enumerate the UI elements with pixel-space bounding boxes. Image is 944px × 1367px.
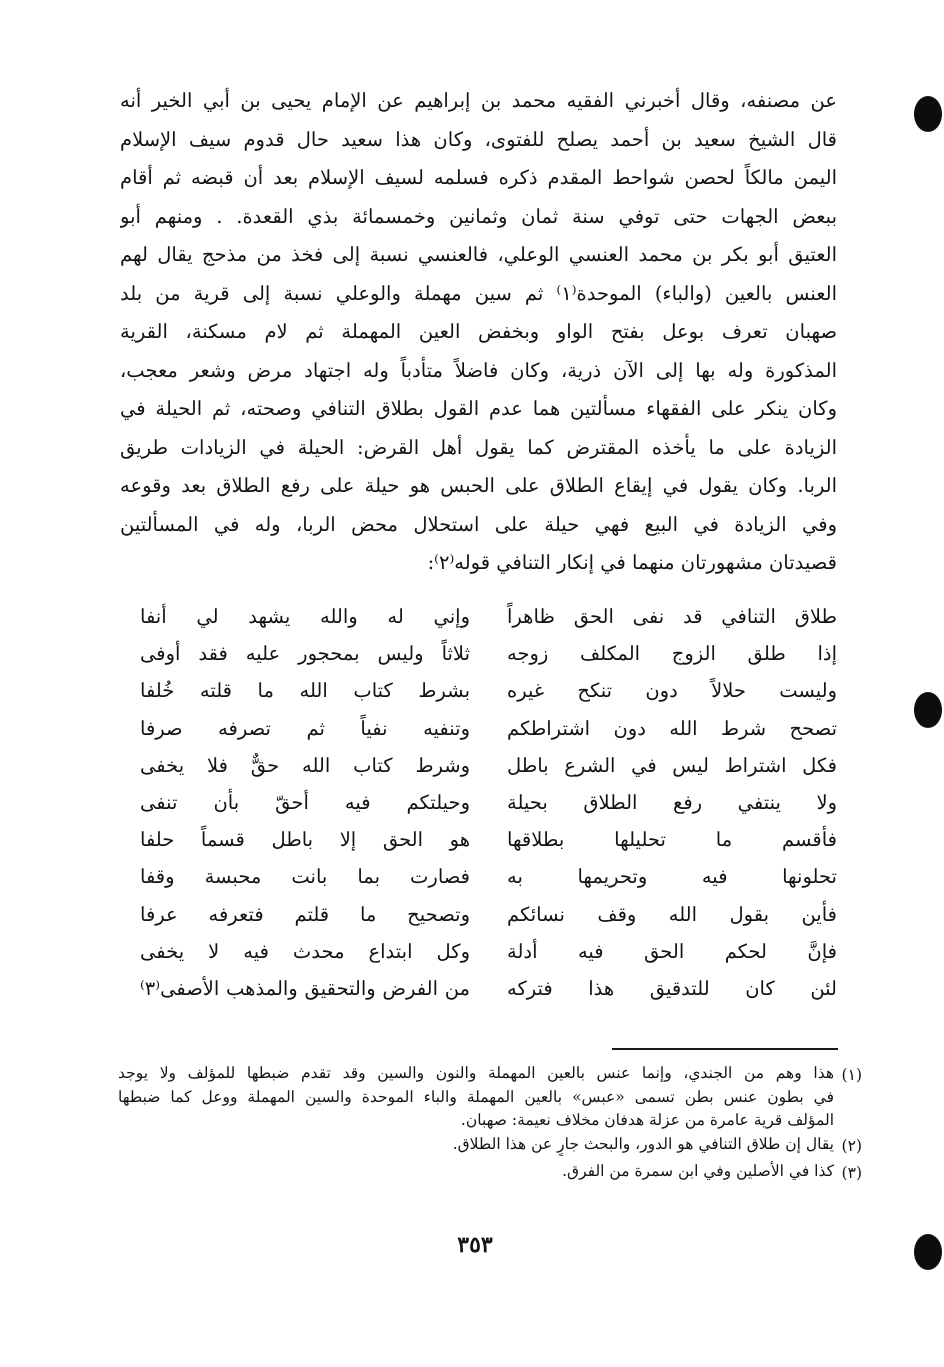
footnote-line: كذا في الأصلين وفي ابن سمرة من الفرق. <box>562 1161 834 1180</box>
body-line: وفي الزيادة في البيع فهي حيلة على استحلال محض الربا، وله في المسألتين <box>120 512 837 536</box>
verse-second-hemistich: وشرط كتاب الله حقٌّ فلا يخفى <box>140 753 470 777</box>
footnote <box>118 1133 862 1160</box>
footnote-number: (٣) <box>841 1163 862 1182</box>
page-number: ٣٥٣ <box>457 1232 493 1258</box>
poem <box>140 598 837 1007</box>
body-line: وكان ينكر على الفقهاء مسألتين هما عدم القول بطلاق التنافي وصحته، ثم الحيلة في <box>120 397 837 420</box>
binder-hole-middle <box>914 692 942 728</box>
verse-second-hemistich: وتنفيه نفياً ثم تصرفه صرفا <box>140 716 470 740</box>
poem-verse <box>140 896 837 933</box>
body-line: المذكورة وله بها إلى الآن ذرية، وكان فاضلاً متأدباً وله اجتهاد مرض وشعر معجب، <box>120 358 837 382</box>
footnote-line: يقال إن طلاق التنافي هو الدور، والبحث جارٍ عن هذا الطلاق. <box>452 1134 834 1153</box>
verse-first-hemistich: فأقسم ما تحليلها بطلاقها <box>507 828 837 852</box>
body-line: العتيق أبو بكر بن محمد العنسي الوعلي، فالعنسي نسبة إلى فخذ من مذحج يقال لهم <box>120 243 837 266</box>
verse-second-hemistich: من الفرض والتحقيق والمذهب الأصفى⁽٣⁾ <box>140 976 470 1000</box>
body-line: الزيادة على ما يأخذه المقترض كما يقول أهل القرض: الحيلة في الزيادات طريق <box>120 435 837 459</box>
body-line: عن مصنفه، وقال أخبرني الفقيه محمد بن إبراهيم عن الإمام يحيى بن أبي الخير أنه <box>120 89 837 112</box>
poem-verse <box>140 821 837 858</box>
verse-first-hemistich: وليست حلالاً دون تنكح غيره <box>507 679 837 703</box>
verse-first-hemistich: لئن كان للتدقيق هذا فتركه <box>507 976 837 1000</box>
body-line: ببعض الجهات حتى توفي سنة ثمان وثمانين وخمسمائة بذي القعدة. . ومنهم أبو <box>120 204 837 228</box>
binder-hole-bottom <box>914 1234 942 1270</box>
footnote-number: (١) <box>841 1066 862 1084</box>
footnote-line: هذا وهم من الجندي، وإنما عنس بالعين المهملة والنون والسين وقد تقدم ضبطها للمؤلف ولا يوجد <box>118 1064 834 1082</box>
verse-second-hemistich: وتصحيح ما قلتم فتعرفه عرفا <box>140 902 470 926</box>
footnote <box>118 1062 862 1133</box>
footnote <box>118 1160 862 1187</box>
footnote-separator <box>612 1048 838 1050</box>
verse-second-hemistich: هو الحق إلا باطل قسماً حلفا <box>140 828 470 852</box>
verse-second-hemistich: وإني له والله يشهد لي أنفا <box>140 605 470 628</box>
verse-second-hemistich: وكل ابتداع محدث فيه لا يخفى <box>140 939 470 963</box>
verse-second-hemistich: وحيلتكم فيه أحقّ بأن تنفى <box>140 790 470 814</box>
binder-hole-top <box>914 96 942 132</box>
poem-verse <box>140 710 837 747</box>
verse-first-hemistich: فأين بقول الله وقف نسائكم <box>507 902 837 926</box>
verse-first-hemistich: إذا طلق الزوج المكلف زوجه <box>507 642 837 666</box>
verse-second-hemistich: ثلاثاً وليس بمحجور عليه فقد أوفى <box>140 642 470 666</box>
body-line: صهبان تعرف بوعل بفتح الواو وبخفض العين المهملة ثم لام مسكنة، القرية <box>120 320 837 343</box>
poem-verse <box>140 747 837 784</box>
poem-verse <box>140 970 837 1007</box>
body-line: اليمن مالكاً لحصن شواحط المقدم ذكره فسلمه لسيف الإسلام بعد أن قبضه ثم أقام <box>120 166 837 189</box>
verse-first-hemistich: تحلونها فيه وتحريمها به <box>507 865 837 889</box>
poem-verse <box>140 784 837 821</box>
poem-verse <box>140 933 837 970</box>
poem-verse <box>140 598 837 635</box>
verse-first-hemistich: طلاق التنافي قد نفى الحق ظاهراً <box>507 605 837 628</box>
body-paragraph <box>120 82 837 583</box>
body-line: قال الشيخ سعيد بن أحمد يصلح للفتوى، وكان هذا سعيد حال قدوم سيف الإسلام <box>120 127 837 151</box>
poem-verse <box>140 672 837 709</box>
poem-verse <box>140 635 837 672</box>
verse-second-hemistich: بشرط كتاب الله ما قلته خُلفا <box>140 679 470 703</box>
footnotes <box>118 1062 862 1187</box>
footnote-line: في بطون عنس بطن تسمى «عبس» بالعين المهملة والباء الموحدة والسين المهملة ووعل كما ضبطها <box>118 1087 834 1106</box>
footnote-number: (٢) <box>841 1136 862 1155</box>
body-line: قصيدتان مشهورتان منهما في إنكار التنافي قوله⁽٢⁾: <box>427 551 837 574</box>
verse-first-hemistich: فكل اشتراط ليس في الشرع باطل <box>507 753 837 777</box>
verse-first-hemistich: تصحح شرط الله دون اشتراطكم <box>507 716 837 740</box>
verse-first-hemistich: فإنَّ لحكم الحق فيه أدلة <box>507 939 837 963</box>
body-line: العنس بالعين (والباء) الموحدة⁽١⁾ ثم سين مهملة والوعلي نسبة إلى قرية من بلد <box>120 281 837 305</box>
body-line: الربا. وكان يقول في إيقاع الطلاق على الحبس هو حيلة على رفع الطلاق بعد وقوعه <box>120 474 837 497</box>
verse-second-hemistich: فصارت بما بانت محبسة وقفا <box>140 865 470 889</box>
poem-verse <box>140 858 837 895</box>
verse-first-hemistich: ولا ينتفي رفع الطلاق بحيلة <box>507 790 837 814</box>
footnote-line: المؤلف قرية عامرة من عزلة هدفان مخلاف نعيمة: صهبان. <box>460 1111 834 1129</box>
